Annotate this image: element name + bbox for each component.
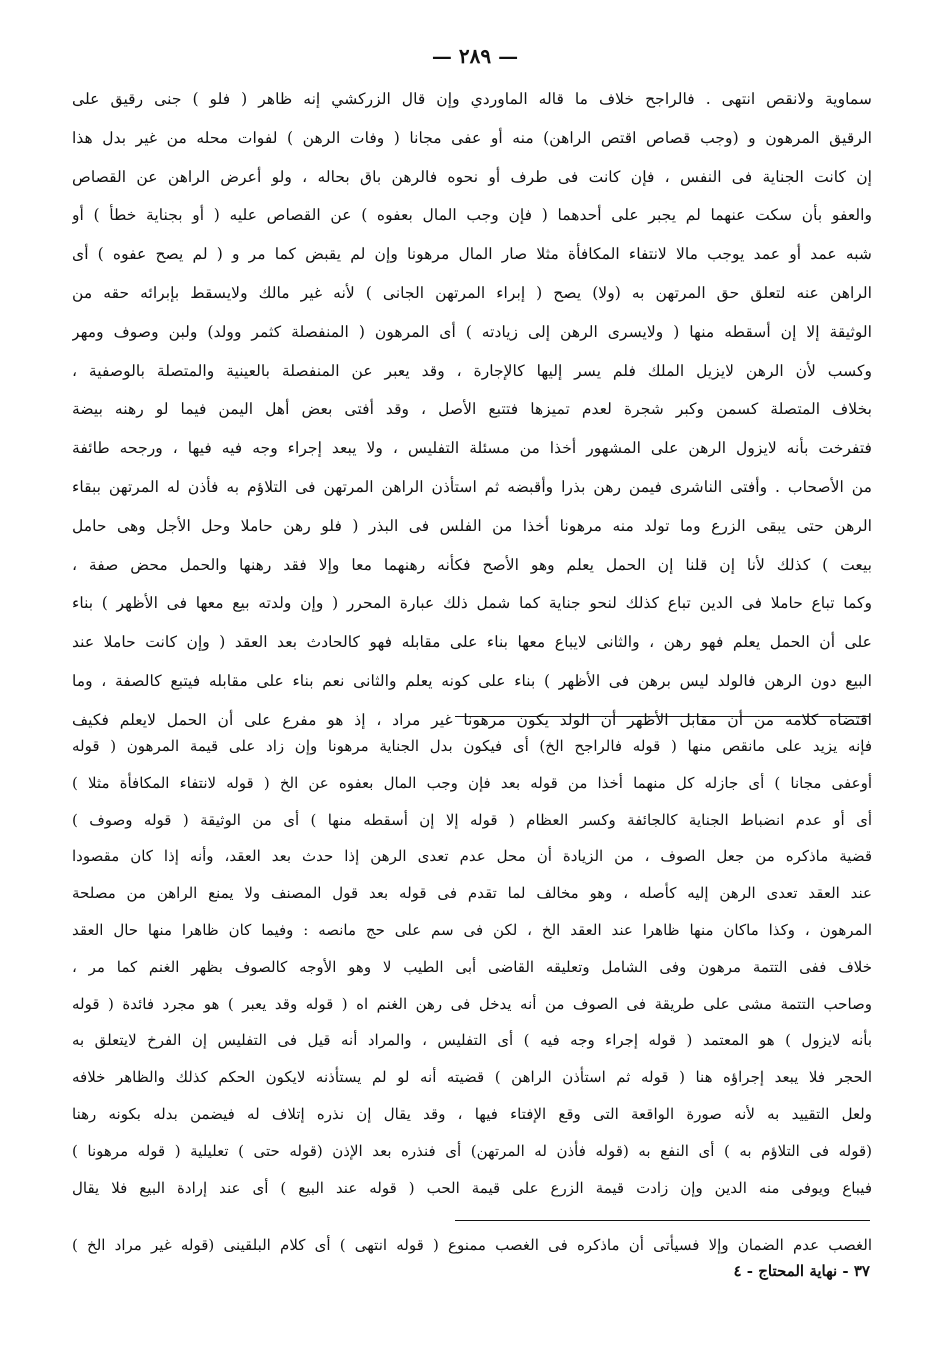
main-text-line: على أن الحمل يعلم فهو رهن ، والثانى لايباع معها بناء على مقابله فهو كالحادث بعد العقد ( وإن كانت حاملا عند [72,633,872,652]
commentary-line: خلاف ففى التتمة مرهون وفى الشامل وتعليقه القاضى أبى الطيب لا وهو الأوجه كالصوف بظهر الغنم كما مر ، [72,957,872,976]
commentary-line: فإنه يزيد على مانقص منها ( قوله فالراجح الخ) أى فيكون بدل الجناية مرهونا وإن زاد على قيمة المرهون ( قوله [72,737,872,755]
main-text-line: إن كانت الجناية فى النفس ، فإن كانت فى طرف أو نحوه فالرهن باق بحاله ، ولو أعرض الراهن عن القصاص [72,167,872,186]
main-text-line: وكسب لأن الرهن لايزيل الملك فلم يسر إليها كالإجارة ، وقد يعبر عن المنفصلة بالعينية والمتصلة بالوصفية ، [72,361,872,380]
commentary-line: ولعل التقييد به لأنه صورة الواقعة التى وقع الإفتاء فيها ، وقد يقال إن نذره إتلاف له فيضمن بدله بكونه رهنا [72,1104,872,1123]
main-text-line: الرقيق المرهون و (وجب قصاص اقتص الراهن) منه أو عفى مجانا ( وفات الرهن ) لفوات محله من غير بدل هذا [72,128,872,147]
commentary-line: أوعفى مجانا ) أى جازله كل منهما أخذا من قوله بعد فإن وجب المال بعفوه عن الخ ( قوله لانتفاء المكافأة مثلا ) [72,773,872,792]
commentary-line: المرهون ، وكذا ماكان منها ظاهرا عند العقد الخ ، لكن فى سم على حج مانصه : وفيما كان ظاهرا منها حال العقد [72,920,872,939]
main-text-line: شبه عمد أو عمد يوجب مالا لانتفاء المكافأة مثلا صار المال مرهونا وإن لم يقبض كما مر و ( لم يصح عفوه ) أى [72,245,872,264]
main-text-line: من الأصحاب . وأفتى الناشرى فيمن رهن بذرا وأقبضه ثم استأذن الراهن المرتهن فى التلاؤم به فأذن له المرتهن ببقاء [72,477,872,496]
footnote-divider [455,1220,870,1221]
main-text-line: الراهن عنه لتعلق حق المرتهن به (ولا) يصح ( إبراء المرتهن الجانى ) لأنه غير مالك ولايسقط بإبرائه حقه من [72,283,872,302]
commentary-line: وصاحب التتمة مشى على طريقة فى الصوف من أنه يدخل فى رهن الغنم اه ( قوله وقد يعبر ) هو مجرد فائدة ( قوله [72,994,872,1013]
commentary-line: (قوله فى التلاؤم به ) أى النفع به (قوله فأذن له المرتهن) أى فنذره بعد الإذن (قوله حتى ) تعليلية ( قوله مرهونا ) [72,1141,872,1160]
commentary-line: قضية ماذكره من جعل الصوف ، من الزيادة أن محل عدم تعدى الرهن إذا حدث بعد العقد، وأنه إذا كان مقصودا [72,847,872,866]
main-text-line: فتفرخت بأنه لايزول الرهن على المشهور أخذا من مسئلة التفليس ، ولا يبعد إجراء وجه فيه فيها ، ورجحه طائفة [72,439,872,458]
main-text-line: وكما تباع حاملا فى الدين تباع كذلك لنحو جناية كما شمل ذلك عبارة المحرر ( وإن ولدته بيع معها فى الأظهر ) بناء [72,594,872,613]
main-text-line: بيعت ) كذلك لأنا إن قلنا إن الحمل يعلم وهو الأصح فكأنه رهنهما معا وإلا فقد رهنها والحمل محض صفة ، [72,555,872,574]
commentary-text [72,728,872,1206]
main-text-line: اقتضاه كلامه من أن مقابل الأظهر أن الولد يكون مرهونا غير مراد ، إذ هو مفرع على أن الحمل لايعلم فكيف [72,710,872,729]
signature-mark: ٣٧ - نهاية المحتاج - ٤ [733,1262,870,1280]
main-text-line: والعفو بأن سكت عنهما لم يجبر على أحدهما ( فإن وجب المال بعفوه ) عن القصاص عليه ( أو بجناية خطأ ) أو [72,206,872,225]
commentary-line: الحجر فلا يبعد إجراؤه هنا ( قوله ثم استأذن الراهن ) قضيته أنه لو لم يستأذنه لايكون الحكم كذلك والظاهر خلافه [72,1068,872,1087]
page-number: — ٢٨٩ — [431,44,519,68]
commentary-line: عند العقد تعدى الرهن إليه كأصله ، وهو مخالف لما تقدم فى قوله بعد قول المصنف ولا يمنع الراهن من مصلحة [72,884,872,903]
main-text-line: سماوية ولانقص انتهى . فالراجح خلاف ما قاله الماوردي وإن قال الزركشي إنه ظاهر ( فلو ) جنى رقيق على [72,90,872,108]
main-text [72,80,872,740]
main-text-line: البيع دون الرهن فالولد ليس برهن فى الأظهر ) بناء على كونه يعلم والثانى نعم بناء على مقابله فيتبع كالصفة ، وما [72,671,872,690]
commentary-line: بأنه لايزول ) هو المعتمد ( قوله إجراء وجه فيه ) أى التفليس ، والمراد أنه قيل فى التفليس إن الفرخ لايتعلق به [72,1031,872,1050]
footnote-text [72,1228,872,1262]
main-text-line: الوثيقة إلا إن أسقطه منها ( ولايسرى الرهن إلى زيادته ) أى المرهون ( المنفصلة كثمر وولد) ولبن وصوف ومهر [72,322,872,341]
main-text-line: الرهن حتى يبقى الزرع وما تولد منه مرهونا أخذا من الفلس فى البذر ( فلو رهن حاملا وحل الأجل وهى حامل [72,516,872,535]
footnote-line: الغصب عدم الضمان وإلا فسيأتى أن ماذكره فى الغصب ممنوع ( قوله انتهى ) أى كلام البلقينى (قوله غير مراد الخ ) [72,1236,872,1254]
commentary-line: أى أو عدم انضباط الجناية كالجائفة وكسر العظام ( قوله إلا إن أسقطه منها ) أى من الوثيقة ( قوله وصوف ) [72,810,872,829]
commentary-line: فيباع ويوفى منه الدين وإن زادت قيمة الزرع على قيمة الحب ( قوله عند البيع ) أى عند إرادة البيع فلا يقال [72,1178,872,1197]
commentary-divider [455,716,870,717]
main-text-line: بخلاف المتصلة كسمن وكبر شجرة لعدم تميزها فتتبع الأصل ، وقد أفتى بعض أهل اليمن فيما لو رهنه بيضة [72,400,872,419]
